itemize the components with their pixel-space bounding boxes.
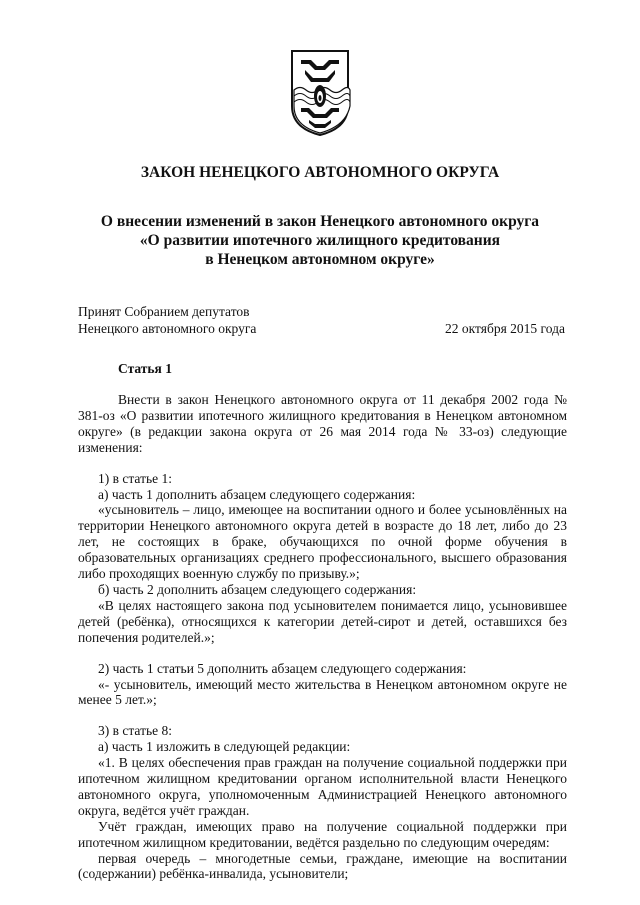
adoption-date: 22 октября 2015 года <box>445 321 565 336</box>
coat-of-arms-icon <box>289 48 351 138</box>
item-1a: а) часть 1 дополнить абзацем следующего содержания: <box>98 486 416 502</box>
document-title: ЗАКОН НЕНЕЦКОГО АВТОНОМНОГО ОКРУГА <box>140 164 500 181</box>
item-3a-text-3: первая очередь – многодетные семьи, граждане, имеющие на воспитании (содержании) ребёнка-инвалида, усыновители; <box>78 850 567 882</box>
article-heading: Статья 1 <box>118 361 172 376</box>
subtitle-line: О внесении изменений в закон Ненецкого автономного округа <box>100 213 540 230</box>
item-2: 2) часть 1 статьи 5 дополнить абзацем следующего содержания: <box>98 660 467 676</box>
item-2-text: «- усыновитель, имеющий место жительства в Ненецком автономном округе не менее 5 лет.»; <box>78 676 567 708</box>
item-3a-text-2: Учёт граждан, имеющих право на получение социальной поддержки при ипотечном жилищном кредитовании, ведётся раздельно по следующим очередям: <box>78 818 567 850</box>
adopted-line: Принят Собранием депутатов <box>78 304 250 319</box>
subtitle-line: «О развитии ипотечного жилищного кредитования <box>139 232 501 249</box>
subtitle-line: в Ненецком автономном округе» <box>205 251 435 268</box>
item-1b: б) часть 2 дополнить абзацем следующего содержания: <box>98 581 417 597</box>
adopted-line: Ненецкого автономного округа <box>78 321 257 336</box>
item-3: 3) в статье 8: <box>98 723 172 739</box>
item-3a-text-1: «1. В целях обеспечения прав граждан на получение социальной поддержки при ипотечном жилищном кредитовании органом исполнительной власти Ненецкого автономного округа, уполномоченным Администрацией Ненецкого автономного округа, ведётся учёт граждан. <box>78 755 567 818</box>
document-subtitle <box>0 212 640 269</box>
adopted-by <box>78 303 256 337</box>
item-1: 1) в статье 1: <box>98 470 172 486</box>
item-1b-text: «В целях настоящего закона под усыновителем понимается лицо, усыновившее детей (ребёнка), относящихся к категории детей-сирот и детей, оставшихся без попечения родителей.»; <box>78 597 567 645</box>
document-body <box>78 392 567 882</box>
item-1a-text: «усыновитель – лицо, имеющее на воспитании одного и более усыновлённых на территории Ненецкого автономного округа детей в возрасте до 18 лет, либо до 23 лет, не состоящих в браке, обучающихся по очной форме обучения в образовательных организациях среднего профессионального, высшего образования либо проходящих военную службу по призыву.»; <box>78 502 567 582</box>
item-3a: а) часть 1 изложить в следующей редакции: <box>98 739 351 755</box>
intro-paragraph: Внести в закон Ненецкого автономного округа от 11 декабря 2002 года № 381-оз «О развитии ипотечного жилищного кредитования в Ненецком автономном округе» (в редакции закона округа от 26 мая 2014 года № 33-оз) следующие изменения: <box>78 392 567 455</box>
